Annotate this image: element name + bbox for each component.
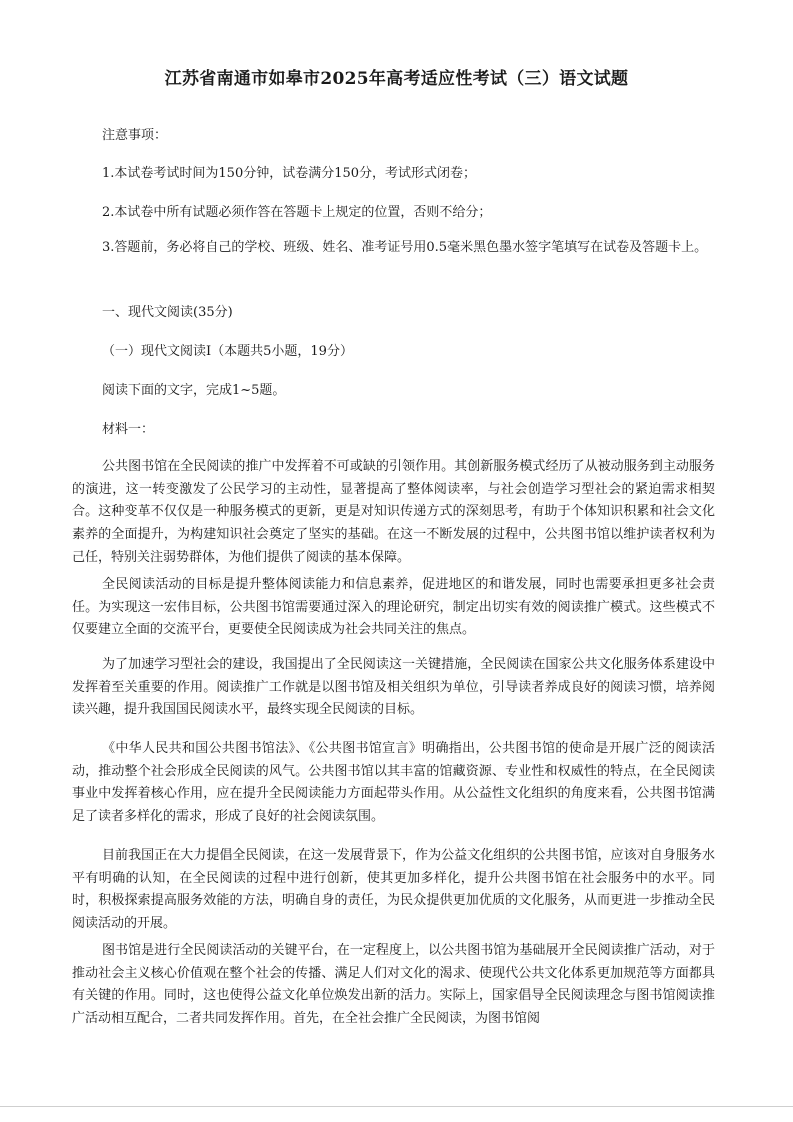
notice-heading: 注意事项： bbox=[102, 128, 168, 143]
instruction-text: 阅读下面的文字，完成1~5题。 bbox=[102, 383, 286, 398]
page-title: 江苏省南通市如皋市2025年高考适应性考试（三）语文试题 bbox=[164, 69, 629, 89]
notice-item-1: 1.本试卷考试时间为150分钟，试卷满分150分，考试形式闭卷； bbox=[102, 166, 477, 181]
paragraph-2: 全民阅读活动的目标是提升整体阅读能力和信息素养，促进地区的和谐发展，同时也需要承担更多社会责任。为实现这一宏伟目标，公共图书馆需要通过深入的理论研究，制定出切实有效的阅读推广模式。这些模式不仅要建立全面的交流平台，更要使全民阅读成为社会共同关注的焦点。 bbox=[72, 577, 715, 638]
subsection-heading: （一）现代文阅读Ⅰ（本题共5小题，19分） bbox=[102, 344, 353, 359]
notice-item-3: 3.答题前，务必将自己的学校、班级、姓名、准考证号用0.5毫米黑色墨水签字笔填写在试卷及答题卡上。 bbox=[102, 240, 708, 255]
paragraph-6: 图书馆是进行全民阅读活动的关键平台，在一定程度上，以公共图书馆为基础展开全民阅读推广活动，对于推动社会主义核心价值观在整个社会的传播、满足人们对文化的渴求、使现代公共文化体系更加规范等方面都具有关键的作用。同时，这也使得公益文化单位焕发出新的活力。实际上，国家倡导全民阅读理念与图书馆阅读推广活动相互配合，二者共同发挥作用。首先，在全社会推广全民阅读，为图书馆阅 bbox=[72, 943, 715, 1027]
paragraph-4: 《中华人民共和国公共图书馆法》、《公共图书馆宣言》明确指出，公共图书馆的使命是开展广泛的阅读活动，推动整个社会形成全民阅读的风气。公共图书馆以其丰富的馆藏资源、专业性和权威性的特点，在全民阅读事业中发挥着核心作用，应在提升全民阅读能力方面起带头作用。从公益性文化组织的角度来看，公共图书馆满足了读者多样化的需求，形成了良好的社会阅读氛围。 bbox=[72, 741, 715, 825]
paragraph-5: 目前我国正在大力提倡全民阅读，在这一发展背景下，作为公益文化组织的公共图书馆，应该对自身服务水平有明确的认知，在全民阅读的过程中进行创新，使其更加多样化，提升公共图书馆在社会服务中的水平。同时，积极探索提高服务效能的方法，明确自身的责任，为民众提供更加优质的文化服务，从而更进一步推动全民阅读活动的开展。 bbox=[72, 848, 715, 932]
notice-item-2: 2.本试卷中所有试题必须作答在答题卡上规定的位置，否则不给分； bbox=[102, 205, 492, 220]
material-label: 材料一： bbox=[102, 422, 155, 437]
paragraph-1: 公共图书馆在全民阅读的推广中发挥着不可或缺的引领作用。其创新服务模式经历了从被动服务到主动服务的演进，这一转变激发了公民学习的主动性，显著提高了整体阅读率，与社会创造学习型社会的紧迫需求相契合。这种变革不仅仅是一种服务模式的更新，更是对知识传递方式的深刻思考，有助于个体知识积累和社会文化素养的全面提升，为构建知识社会奠定了坚实的基础。在这一不断发展的过程中，公共图书馆以维护读者权利为己任，特别关注弱势群体，为他们提供了阅读的基本保障。 bbox=[72, 459, 715, 565]
paragraph-3: 为了加速学习型社会的建设，我国提出了全民阅读这一关键措施，全民阅读在国家公共文化服务体系建设中发挥着至关重要的作用。阅读推广工作就是以图书馆及相关组织为单位，引导读者养成良好的阅读习惯，培养阅读兴趣，提升我国国民阅读水平，最终实现全民阅读的目标。 bbox=[72, 657, 715, 718]
section-heading: 一、现代文阅读(35分) bbox=[102, 305, 233, 320]
page-bottom-divider bbox=[0, 1106, 793, 1107]
